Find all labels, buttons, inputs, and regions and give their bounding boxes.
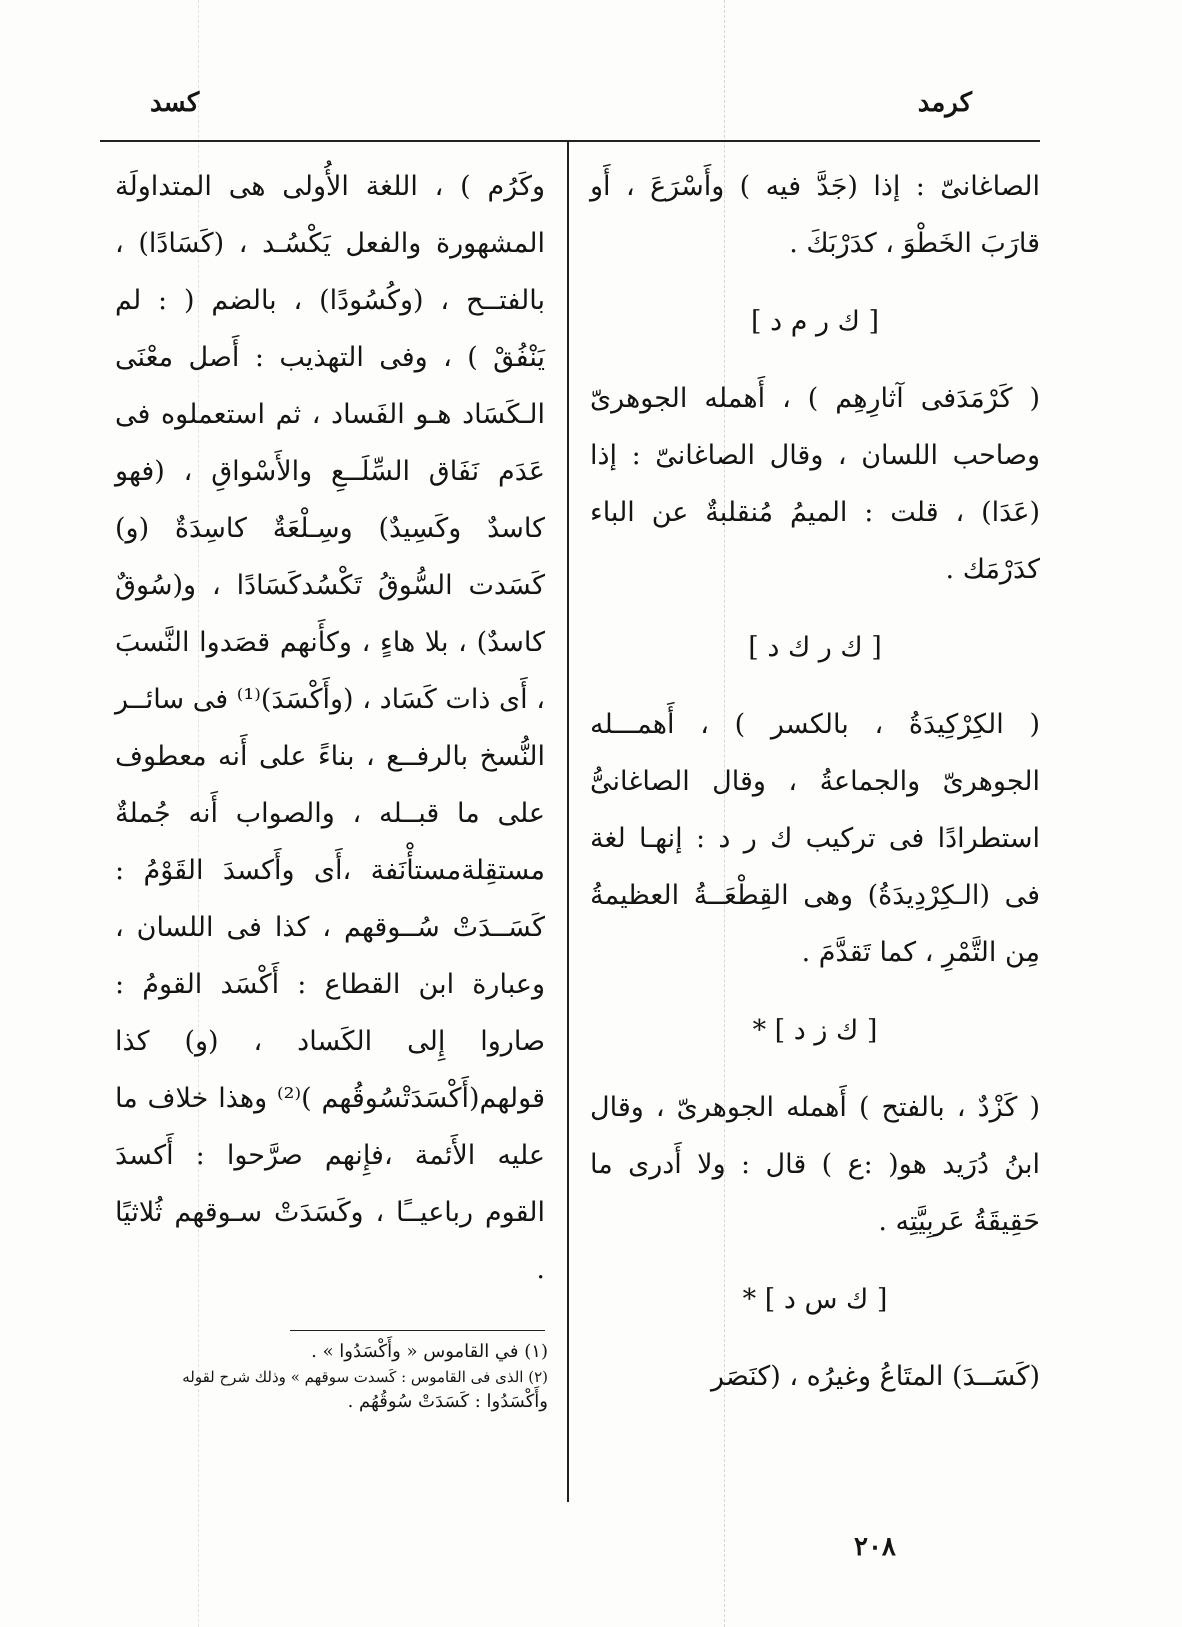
left-column bbox=[115, 158, 545, 1298]
footnotes bbox=[118, 1338, 548, 1416]
footnote-rule bbox=[290, 1330, 545, 1331]
entry-heading: [ ك ر م د ] bbox=[750, 306, 879, 337]
footnote: (١) في القاموس « وأَكْسَدُوا » . bbox=[311, 1341, 548, 1362]
page-number: ٢٠٨ bbox=[854, 1532, 896, 1562]
paragraph: وكَرُم ) ، اللغة الأُولى هى المتداولَة المشهورة والفعل يَكْسُـد ، (كَسَادًا) ، بالفتــح ، (وكُسُودًا) ، بالضم ( : لم يَنْفُقْ ) ، وفى التهذيب : أَصل معْنَى الـكَسَاد هـو الفَساد ، ثم استعملوه فى عَدَم نَفَاق السِّلَــعِ والأَسْواقِ ، (فهو كاسدٌ وكَسِيدٌ) وسِـلْعَةٌ كاسِدَةٌ (و) كَسَدت السُّوقُ تَكْسُدكَسَادًا ، و(سُوقٌ كاسدٌ) ، بلا هاءٍ ، وكأَنهم قصَدوا النَّسبَ ، أَى ذات كَسَاد ، (وأَكْسَدَ)⁽¹⁾ فى سائــر النُّسخ بالرفــع ، بناءً على أَنه معطوف على ما قبــله ، والصواب أَنه جُملةٌ مستقِلةمستأْنَفة ،أَى وأَكسدَ القَوْمُ : كَسَــدَتْ سُــوقهم ، كذا فى اللسان ، وعبارة ابن القطاع : أَكْسَد القومُ : صاروا إِلى الكَساد ، (و) كذا قولهم(أَكْسَدَتْسُوقُهم )⁽²⁾ وهذا خلاف ما عليه الأَئمة ،فإِنهم صرَّحوا : أَكسدَ القوم رباعيــًا ، وكَسَدَتْ سـوقهم ثُلاثيًا . bbox=[115, 171, 546, 1285]
paragraph: ( كَرْمَدَفى آثارِهِم ) ، أَهمله الجوهرىّ وصاحب اللسان ، وقال الصاغانىّ : إذا (عَدَا) ، قلت : الميمُ مُنقلبةٌ عن الباء كدَرْمَك . bbox=[590, 383, 1040, 585]
paragraph: ( الكِرْكِيدَةُ ، بالكسر ) ، أَهمـــله الجوهرىّ والجماعةُ ، وقال الصاغانىُّ استطرادًا فى تركيب ك ر د : إنهـا لغة فى (الـكِرْدِيدَةُ) وهى القِطْعَــةُ العظيمةُ مِن التَّمْرِ ، كما تَقدَّمَ . bbox=[590, 709, 1040, 968]
paragraph: (كَسَــدَ) المتَاعُ وغيرُه ، (كنَصَر bbox=[710, 1361, 1040, 1392]
right-column bbox=[590, 158, 1040, 1405]
column-divider bbox=[567, 142, 569, 1502]
paragraph: الصاغانىّ : إذا (جَدَّ فيه ) وأَسْرَعَ ، أَو قارَبَ الخَطْوَ ، كدَرْبَكَ . bbox=[590, 171, 1040, 259]
paragraph: ( كَزْدٌ ، بالفتح ) أَهمله الجوهرىّ ، وقال ابنُ دُرَيد هو( :ع ) قال : ولا أَدرى ما حَقِيقَةُ عَربِيَّتِه . bbox=[590, 1092, 1040, 1237]
running-head-left: كسد bbox=[150, 88, 200, 118]
header-rule bbox=[100, 140, 1040, 142]
footnote: وأَكْسَدُوا : كَسَدَتْ سُوقُهُم . bbox=[347, 1391, 548, 1412]
entry-heading: [ ك ز د ] * bbox=[752, 1015, 878, 1046]
running-head-right: كرمد bbox=[917, 88, 972, 118]
footnote: (٢) الذى فى القاموس : كَسدت سوقهم » وذلك شرح لقوله bbox=[182, 1368, 548, 1386]
entry-heading: [ ك ر ك د ] bbox=[748, 632, 882, 663]
entry-heading: [ ك س د ] * bbox=[742, 1284, 888, 1315]
